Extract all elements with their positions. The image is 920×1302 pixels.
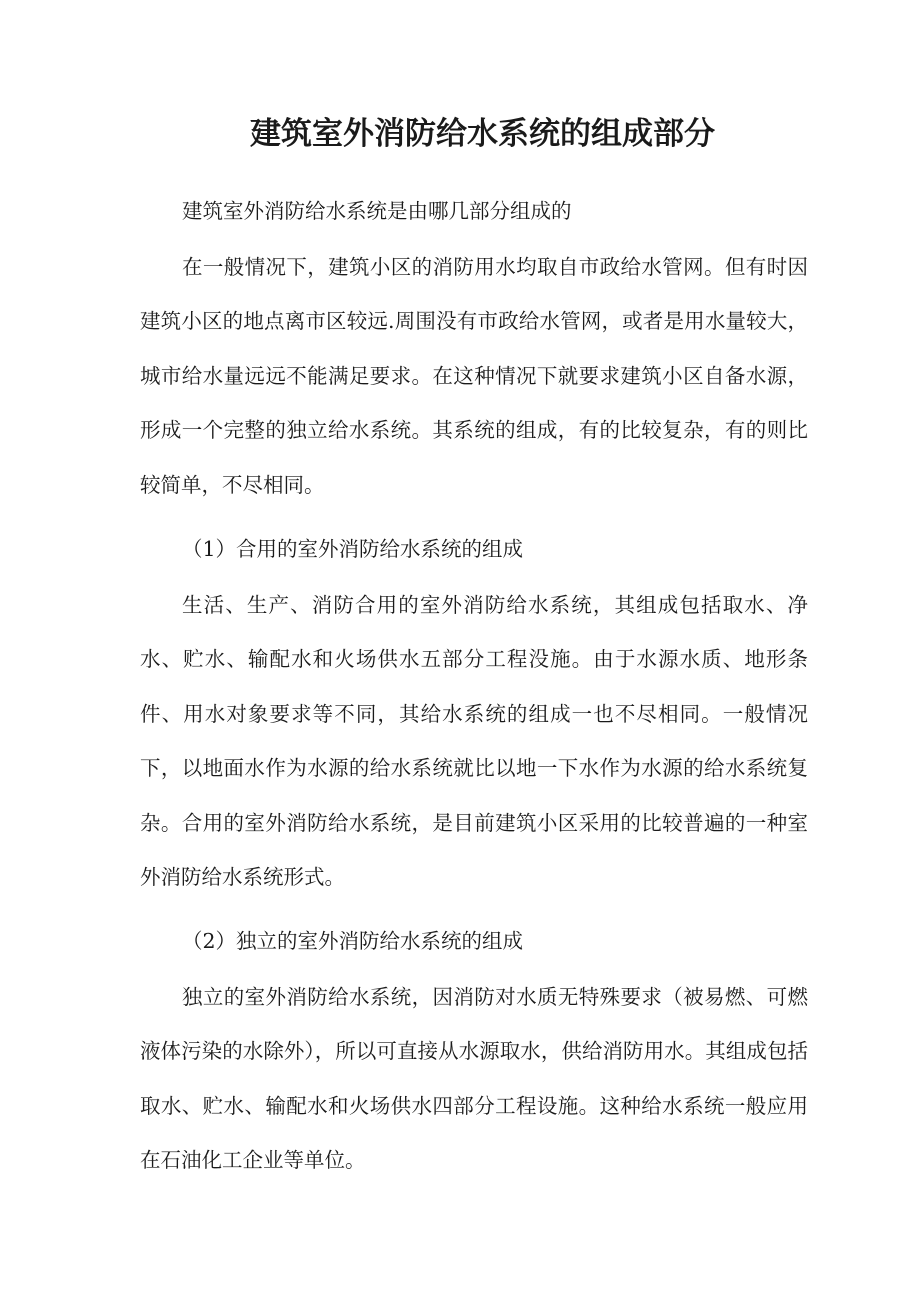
document-title: 建筑室外消防给水系统的组成部分: [250, 116, 715, 152]
paragraph-independent-system: 独立的室外消防给水系统，因消防对水质无特殊要求（被易燃、可燃液体污染的水除外），所以可直接从水源取水，供给消防用水。其组成包括取水、贮水、输配水和火场供水四部分工程设施。这种给水系统一般应用在石油化工企业等单位。: [140, 985, 808, 1173]
paragraph-general-situation: 在一般情况下，建筑小区的消防用水均取自市政给水管网。但有时因建筑小区的地点离市区较远.周围没有市政给水管网，或者是用水量较大，城市给水量远远不能满足要求。在这种情况下就要求建筑小区自备水源，形成一个完整的独立给水系统。其系统的组成，有的比较复杂，有的则比较简单，不尽相同。: [140, 255, 808, 497]
paragraph-combined-system: 生活、生产、消防合用的室外消防给水系统，其组成包括取水、净水、贮水、输配水和火场供水五部分工程没施。由于水源水质、地形条件、用水对象要求等不同，其给水系统的组成一也不尽相同。一般情况下，以地面水作为水源的给水系统就比以地一下水作为水源的给水系统复杂。合用的室外消防给水系统，是目前建筑小区采用的比较普遍的一种室外消防给水系统形式。: [140, 593, 808, 890]
paragraph-intro-question: 建筑室外消防给水系统是由哪几部分组成的: [182, 199, 572, 223]
section-heading-independent-system: （2）独立的室外消防给水系统的组成: [182, 929, 524, 953]
section-heading-combined-system: （1）合用的室外消防给水系统的组成: [182, 537, 524, 561]
